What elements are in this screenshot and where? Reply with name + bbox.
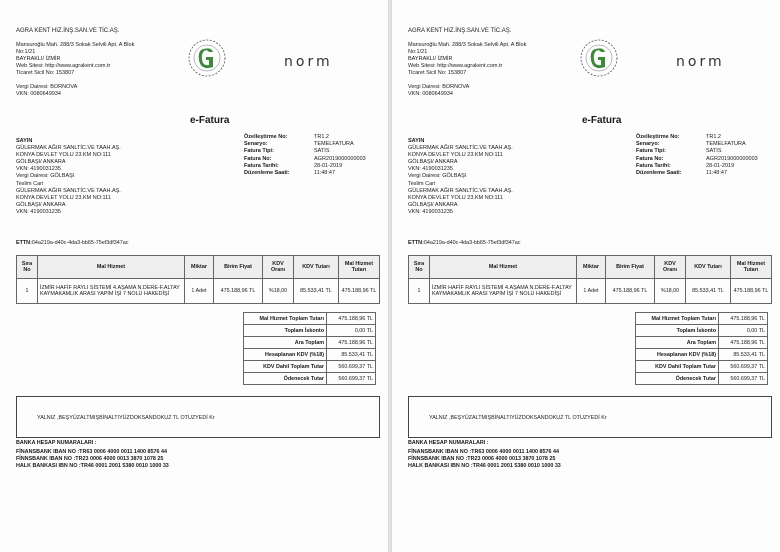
- ettn: [408, 240, 520, 246]
- totals-label: Toplam İskonto: [636, 325, 719, 337]
- meta-value: 11:48:47: [706, 170, 728, 177]
- meta-key: Senaryo:: [244, 141, 268, 148]
- bank-heading: BANKA HESAP NUMARALARI :: [16, 440, 97, 446]
- meta-value: 28-01-2019: [706, 162, 735, 169]
- column-header: KDV Oranı: [655, 256, 686, 279]
- meta-value: TEMELFATURA: [706, 141, 746, 148]
- invoice-meta: [636, 134, 758, 177]
- column-header: Miktar: [577, 256, 606, 279]
- buyer-block: [408, 138, 513, 216]
- totals-row: [636, 325, 768, 337]
- delivery-city: GÖLBAŞI/ ANKARA: [408, 201, 458, 208]
- amount-in-words: YALNIZ ,BEŞYÜZALTMIŞBİNALTIYÜZDOKSANDOKUZ TL OTUZYEDİ Kr: [37, 415, 215, 421]
- seller-web: Web Sitesi: http://www.agrakent.com.tr: [16, 63, 111, 69]
- meta-key: Özelleştirme No:: [636, 134, 680, 140]
- meta-value: TR1.2: [706, 134, 721, 140]
- totals-row: [636, 361, 768, 373]
- meta-row: [636, 148, 758, 155]
- meta-value: 28-01-2019: [314, 162, 343, 169]
- totals-value: 475.188,96 TL: [719, 337, 768, 349]
- delivery-city: GÖLBAŞI/ ANKARA: [16, 201, 66, 208]
- delivery-heading: Teslim Cari: [16, 180, 44, 187]
- amount-in-words: YALNIZ ,BEŞYÜZALTMIŞBİNALTIYÜZDOKSANDOKUZ TL OTUZYEDİ Kr: [429, 415, 607, 421]
- delivery-address: KONYA DEVLET YOLU 23.KM NO:111: [408, 194, 503, 201]
- meta-row: [636, 134, 758, 141]
- column-header: Birim Fiyat: [606, 256, 655, 279]
- totals-table: [635, 312, 768, 385]
- buyer-tax-office: Vergi Dairesi: GÖLBAŞI: [408, 173, 467, 180]
- column-header: KDV Tutarı: [686, 256, 731, 279]
- delivery-vkn: VKN: 4190031235: [408, 208, 453, 215]
- column-header: Sıra No: [409, 256, 430, 279]
- meta-value: TR1.2: [314, 134, 329, 140]
- bank-iban-line: HALK BANKASI IBN NO :TR46 0001 2001 5380 0010 1000 33: [408, 463, 561, 469]
- meta-row: [244, 156, 366, 163]
- seller-tax-office: Vergi Dairesi: BORNOVA: [408, 84, 470, 90]
- seller-address-no: No:1/21: [408, 49, 428, 55]
- totals-value: 0,00 TL: [327, 325, 376, 337]
- column-header: Birim Fiyat: [214, 256, 263, 279]
- table-row: [409, 279, 772, 304]
- invoice-meta: [244, 134, 366, 177]
- meta-key: Fatura No:: [636, 155, 664, 162]
- totals-value: 560.699,37 TL: [719, 373, 768, 385]
- items-header-row: [17, 256, 380, 279]
- gib-logo-icon: [579, 38, 619, 78]
- meta-key: Fatura Tipi:: [244, 148, 274, 155]
- ettn-value: 04a219a-d40c-4da3-bb65-75ef3df347ac: [31, 240, 129, 246]
- totals-row: [636, 349, 768, 361]
- buyer-tax-office: Vergi Dairesi: GÖLBAŞI: [16, 173, 75, 180]
- invoice-page: [0, 0, 388, 552]
- meta-row: [244, 163, 366, 170]
- bank-iban-line: HALK BANKASI IBN NO :TR46 0001 2001 5380 0010 1000 33: [16, 463, 169, 469]
- totals-row: [636, 337, 768, 349]
- seller-address-no: No:1/21: [16, 49, 36, 55]
- ettn-label: ETTN:: [408, 240, 424, 246]
- bank-iban-line: FİNNSBANK IBAN NO :TR23 0006 4000 0013 3870 1078 25: [16, 456, 164, 462]
- buyer-block: [16, 138, 121, 216]
- buyer-city: GÖLBAŞI/ ANKARA: [16, 159, 66, 166]
- seller-vkn: VKN: 0080649934: [408, 91, 453, 97]
- meta-row: [244, 134, 366, 141]
- meta-value: SATIS: [314, 148, 330, 155]
- column-header: Miktar: [185, 256, 214, 279]
- totals-label: Hesaplanan KDV (%18): [244, 349, 327, 361]
- meta-key: Fatura Tarihi:: [636, 162, 671, 169]
- table-cell: İZMİR HAFİF RAYLI SİSTEMİ 4.AŞAMA N.DERE-F.ALTAY KAYMAKAMLIK ARASI YAPIM İŞİ 7 NOLU HAKEDİŞİ: [38, 279, 185, 304]
- meta-key: Özelleştirme No:: [244, 134, 288, 140]
- totals-label: Ödenecek Tutar: [244, 373, 327, 385]
- totals-value: 560.699,37 TL: [719, 361, 768, 373]
- meta-key: Düzenleme Saati:: [636, 170, 682, 177]
- totals-label: Toplam İskonto: [244, 325, 327, 337]
- table-cell: 475.188,96 TL: [606, 279, 655, 304]
- totals-row: [244, 313, 376, 325]
- totals-label: KDV Dahil Toplam Tutar: [636, 361, 719, 373]
- bank-iban-line: FİNNSBANK IBAN NO :TR23 0006 4000 0013 3870 1078 25: [408, 456, 556, 462]
- seller-city: BAYRAKLI/ İZMİR: [408, 56, 453, 62]
- seller-web: Web Sitesi: http://www.agrakent.com.tr: [408, 63, 503, 69]
- buyer-vkn: VKN: 4190031235: [16, 166, 61, 173]
- meta-row: [636, 156, 758, 163]
- seller-block: [408, 28, 526, 98]
- column-header: Mal Hizmet: [430, 256, 577, 279]
- table-cell: 1 Adet: [577, 279, 606, 304]
- totals-table: [243, 312, 376, 385]
- document-title: e-Fatura: [190, 115, 230, 126]
- bank-accounts: [408, 440, 561, 470]
- amount-in-words-box: [16, 396, 380, 438]
- totals-row: [636, 373, 768, 385]
- seller-trade-registry: Ticaret Sicil No: 153807: [16, 70, 75, 76]
- meta-key: Fatura Tipi:: [636, 148, 666, 155]
- bank-iban-line: FİNANSBANK IBAN NO :TR63 0006 4000 0011 1400 8576 44: [408, 449, 560, 455]
- seller-city: BAYRAKLI/ İZMİR: [16, 56, 61, 62]
- table-cell: 475.188,96 TL: [214, 279, 263, 304]
- norm-logo: norm: [284, 54, 333, 70]
- table-cell: %18,00: [655, 279, 686, 304]
- document-title: e-Fatura: [582, 115, 622, 126]
- totals-row: [636, 313, 768, 325]
- meta-row: [244, 170, 366, 177]
- meta-row: [244, 148, 366, 155]
- table-cell: 475.188,96 TL: [339, 279, 380, 304]
- column-header: Mal Hizmet Tutarı: [731, 256, 772, 279]
- table-cell: 475.188,96 TL: [731, 279, 772, 304]
- table-row: [17, 279, 380, 304]
- table-cell: İZMİR HAFİF RAYLI SİSTEMİ 4.AŞAMA N.DERE-F.ALTAY KAYMAKAMLIK ARASI YAPIM İŞİ 7 NOLU HAKEDİŞİ: [430, 279, 577, 304]
- bank-iban-line: FİNANSBANK IBAN NO :TR63 0006 4000 0011 1400 8576 44: [16, 449, 168, 455]
- meta-value: SATIS: [706, 148, 722, 155]
- meta-row: [244, 141, 366, 148]
- totals-value: 560.699,37 TL: [327, 373, 376, 385]
- buyer-vkn: VKN: 4190031235: [408, 166, 453, 173]
- ettn-label: ETTN:: [16, 240, 32, 246]
- totals-row: [244, 373, 376, 385]
- seller-name: AGRA KENT HIZ.İNŞ.SAN.VE TİC.AŞ.: [16, 28, 120, 34]
- totals-row: [244, 325, 376, 337]
- meta-value: 11:48:47: [314, 170, 336, 177]
- totals-value: 475.188,96 TL: [327, 337, 376, 349]
- meta-key: Fatura Tarihi:: [244, 162, 279, 169]
- items-table: [16, 255, 380, 304]
- buyer-heading: SAYIN: [408, 138, 425, 144]
- meta-key: Düzenleme Saati:: [244, 170, 290, 177]
- table-cell: 1 Adet: [185, 279, 214, 304]
- meta-key: Fatura No:: [244, 155, 272, 162]
- seller-block: [16, 28, 134, 98]
- seller-vkn: VKN: 0080649934: [16, 91, 61, 97]
- bank-accounts: [16, 440, 169, 470]
- meta-row: [636, 163, 758, 170]
- meta-row: [636, 141, 758, 148]
- gib-logo-icon: [187, 38, 227, 78]
- column-header: KDV Tutarı: [294, 256, 339, 279]
- totals-label: Ara Toplam: [244, 337, 327, 349]
- meta-value: AGR2019000000003: [314, 155, 366, 162]
- column-header: Mal Hizmet: [38, 256, 185, 279]
- buyer-heading: SAYIN: [16, 138, 33, 144]
- buyer-address: KONYA DEVLET YOLU 23.KM NO:111: [408, 152, 503, 159]
- totals-value: 475.188,96 TL: [327, 313, 376, 325]
- items-table: [408, 255, 772, 304]
- totals-label: Hesaplanan KDV (%18): [636, 349, 719, 361]
- column-header: Mal Hizmet Tutarı: [339, 256, 380, 279]
- items-header-row: [409, 256, 772, 279]
- totals-value: 85.533,41 TL: [719, 349, 768, 361]
- totals-label: KDV Dahil Toplam Tutar: [244, 361, 327, 373]
- norm-logo: norm: [676, 54, 725, 70]
- ettn: [16, 240, 128, 246]
- totals-row: [244, 361, 376, 373]
- totals-label: Mal Hizmet Toplam Tutarı: [636, 313, 719, 325]
- delivery-name: GÜLERMAK AĞIR SANLTİC.VE TAAH.AŞ.: [408, 187, 513, 194]
- column-header: Sıra No: [17, 256, 38, 279]
- meta-value: AGR2019000000003: [706, 155, 758, 162]
- table-cell: 1: [17, 279, 38, 304]
- totals-value: 475.188,96 TL: [719, 313, 768, 325]
- totals-value: 0,00 TL: [719, 325, 768, 337]
- column-header: KDV Oranı: [263, 256, 294, 279]
- invoice-page: [392, 0, 780, 552]
- table-cell: 85.533,41 TL: [686, 279, 731, 304]
- totals-row: [244, 337, 376, 349]
- totals-label: Mal Hizmet Toplam Tutarı: [244, 313, 327, 325]
- seller-name: AGRA KENT HIZ.İNŞ.SAN.VE TİC.AŞ.: [408, 28, 512, 34]
- delivery-vkn: VKN: 4190031235: [16, 208, 61, 215]
- buyer-name: GÜLERMAK AĞIR SANLTİC.VE TAAH.AŞ.: [408, 145, 513, 152]
- totals-label: Ara Toplam: [636, 337, 719, 349]
- buyer-name: GÜLERMAK AĞIR SANLTİC.VE TAAH.AŞ.: [16, 145, 121, 152]
- totals-row: [244, 349, 376, 361]
- totals-label: Ödenecek Tutar: [636, 373, 719, 385]
- meta-key: Senaryo:: [636, 141, 660, 148]
- table-cell: 1: [409, 279, 430, 304]
- table-cell: %18,00: [263, 279, 294, 304]
- buyer-address: KONYA DEVLET YOLU 23.KM NO:111: [16, 152, 111, 159]
- ettn-value: 04a219a-d40c-4da3-bb65-75ef3df347ac: [423, 240, 521, 246]
- seller-address: Mansuroğlu Mah. 288/3 Sokak Selvili Apt. A Blok: [16, 42, 135, 48]
- amount-in-words-box: [408, 396, 772, 438]
- delivery-name: GÜLERMAK AĞIR SANLTİC.VE TAAH.AŞ.: [16, 187, 121, 194]
- seller-tax-office: Vergi Dairesi: BORNOVA: [16, 84, 78, 90]
- totals-value: 85.533,41 TL: [327, 349, 376, 361]
- seller-address: Mansuroğlu Mah. 288/3 Sokak Selvili Apt. A Blok: [408, 42, 527, 48]
- table-cell: 85.533,41 TL: [294, 279, 339, 304]
- meta-value: TEMELFATURA: [314, 141, 354, 148]
- bank-heading: BANKA HESAP NUMARALARI :: [408, 440, 489, 446]
- delivery-address: KONYA DEVLET YOLU 23.KM NO:111: [16, 194, 111, 201]
- meta-row: [636, 170, 758, 177]
- seller-trade-registry: Ticaret Sicil No: 153807: [408, 70, 467, 76]
- totals-value: 560.699,37 TL: [327, 361, 376, 373]
- delivery-heading: Teslim Cari: [408, 180, 436, 187]
- buyer-city: GÖLBAŞI/ ANKARA: [408, 159, 458, 166]
